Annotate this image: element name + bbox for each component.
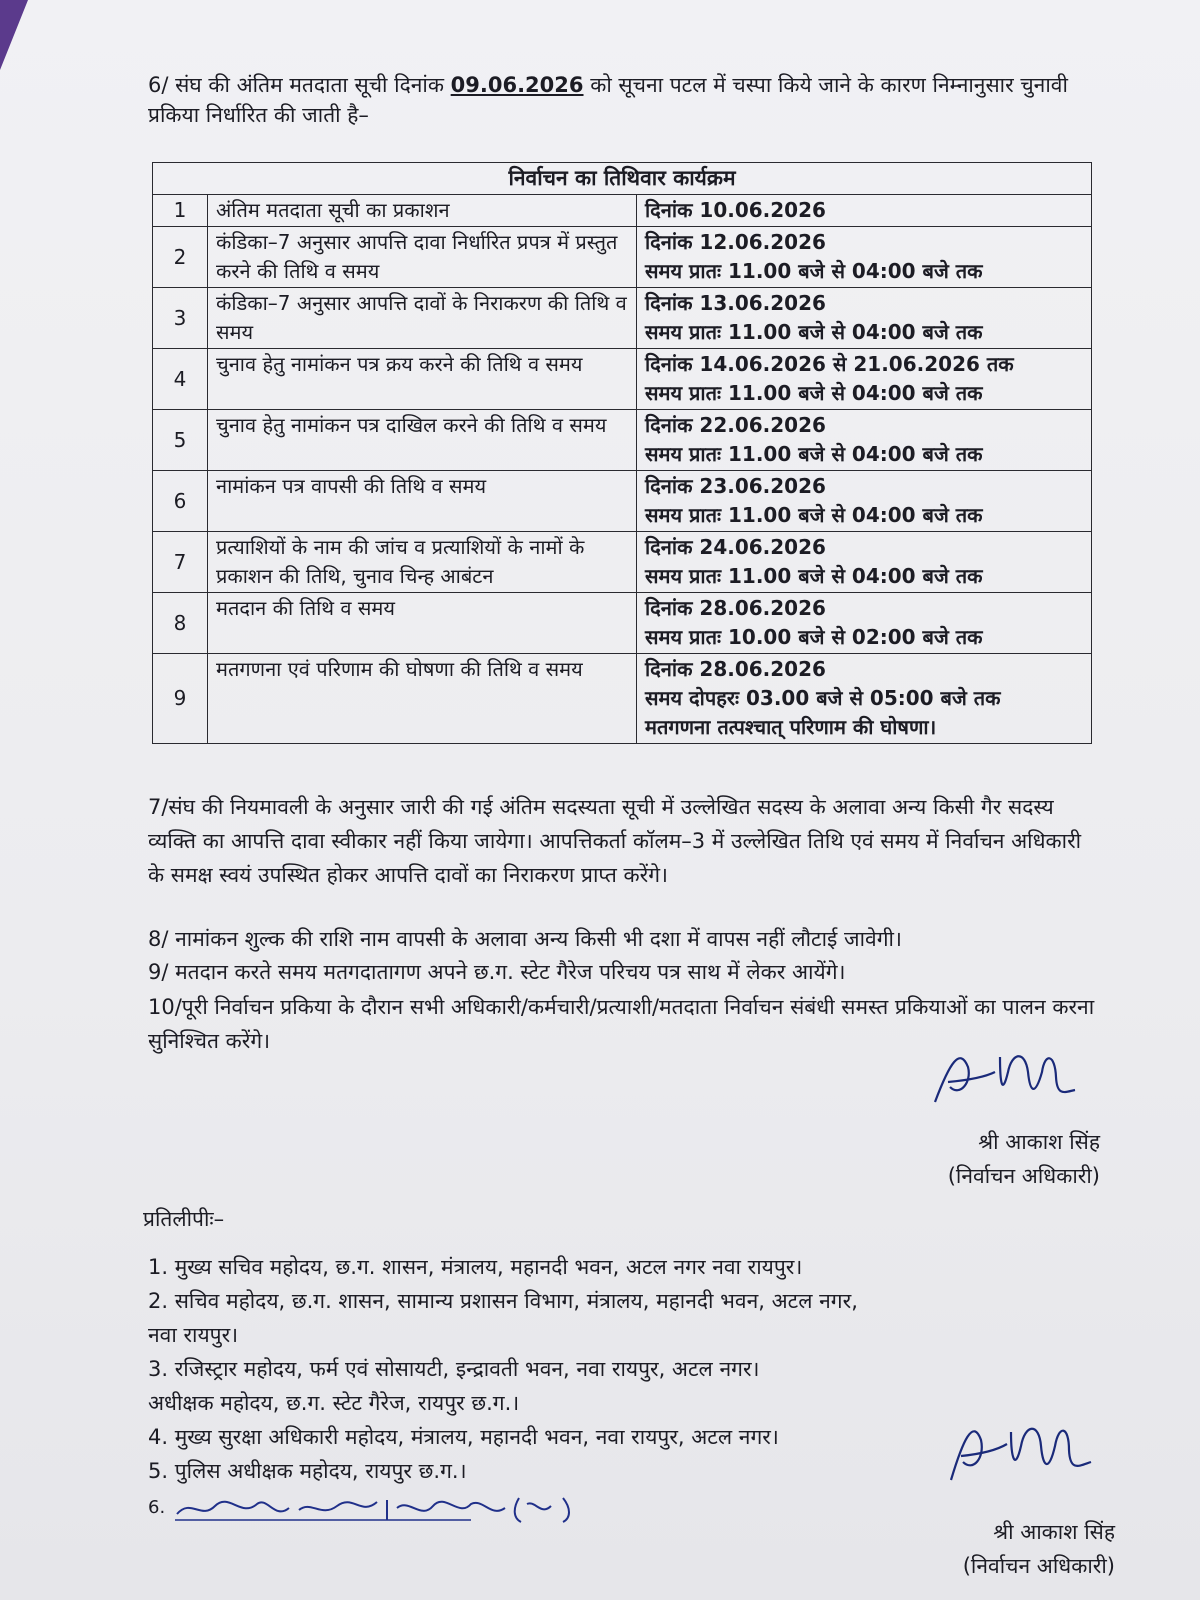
schedule-row-description: मतगणना एवं परिणाम की घोषणा की तिथि व समय [208, 654, 637, 744]
copy-list-item: 1. मुख्य सचिव महोदय, छ.ग. शासन, मंत्रालय, महानदी भवन, अटल नगर नवा रायपुर। [148, 1255, 803, 1279]
copy-heading: प्रतिलीपीः– [143, 1207, 225, 1231]
signatory-designation: (निर्वाचन अधिकारी) [947, 1164, 1100, 1188]
copy6-number: 6. [148, 1497, 166, 1518]
schedule-row [153, 471, 1092, 532]
schedule-row [153, 349, 1092, 410]
schedule-datetime-line: समय प्रातः 11.00 बजे से 04:00 बजे तक [645, 381, 983, 405]
schedule-row-datetime [637, 227, 1092, 288]
schedule-datetime-line: मतगणना तत्पश्चात् परिणाम की घोषणा। [645, 715, 937, 739]
schedule-row-datetime [637, 532, 1092, 593]
schedule-row-number: 4 [153, 349, 208, 410]
copy-list-item: 3. रजिस्ट्रार महोदय, फर्म एवं सोसायटी, इन्द्रावती भवन, नवा रायपुर, अटल नगर। [148, 1357, 760, 1381]
schedule-datetime-line: दिनांक 10.06.2026 [645, 198, 826, 222]
schedule-row-number: 8 [153, 593, 208, 654]
paragraph-10: 10/पूरी निर्वाचन प्रकिया के दौरान सभी अधिकारी/कर्मचारी/प्रत्याशी/मतदाता निर्वाचन संबंधी समस्त प्रकियाओं का पालन करना सुनिश्चित करेंगे। [148, 995, 1095, 1053]
schedule-datetime-line: समय प्रातः 11.00 बजे से 04:00 बजे तक [645, 442, 983, 466]
schedule-row-description: चुनाव हेतु नामांकन पत्र क्रय करने की तिथि व समय [208, 349, 637, 410]
handwritten-signature-2 [945, 1410, 1095, 1490]
copy-list-item: अधीक्षक महोदय, छ.ग. स्टेट गैरेज, रायपुर छ.ग.। [148, 1391, 520, 1415]
schedule-row-number: 6 [153, 471, 208, 532]
signatory-block-1 [860, 1125, 1100, 1193]
schedule-row-datetime [637, 195, 1092, 227]
copy-item-6 [148, 1490, 611, 1526]
paragraph-7: 7/संघ की नियमावली के अनुसार जारी की गई अंतिम सदस्यता सूची में उल्लेखित सदस्य के अलावा अन्य किसी गैर सदस्य व्यक्ति का आपत्ति दावा स्वीकार नहीं किया जायेगा। आपत्तिकर्ता कॉलम–3 में उल्लेखित तिथि एवं समय में निर्वाचन अधिकारी के समक्ष स्वयं उपस्थित होकर आपत्ति दावों का निराकरण प्राप्त करेंगे। [148, 795, 1082, 887]
schedule-datetime-line: दिनांक 24.06.2026 [645, 535, 826, 559]
copy-list-item: 5. पुलिस अधीक्षक महोदय, रायपुर छ.ग.। [148, 1459, 467, 1483]
signatory-name-2: श्री आकाश सिंह [993, 1520, 1115, 1544]
schedule-row [153, 227, 1092, 288]
page-corner-shadow [0, 0, 28, 70]
schedule-row-description: कंडिका–7 अनुसार आपत्ति दावा निर्धारित प्रपत्र में प्रस्तुत करने की तिथि व समय [208, 227, 637, 288]
schedule-title: निर्वाचन का तिथिवार कार्यक्रम [153, 163, 1092, 195]
schedule-datetime-line: दिनांक 23.06.2026 [645, 474, 826, 498]
paragraph-8: 8/ नामांकन शुल्क की राशि नाम वापसी के अलावा अन्य किसी भी दशा में वापस नहीं लौटाई जावेगी। [148, 927, 902, 951]
schedule-row-description: अंतिम मतदाता सूची का प्रकाशन [208, 195, 637, 227]
schedule-row-datetime [637, 410, 1092, 471]
signatory-block-2 [880, 1515, 1115, 1583]
schedule-datetime-line: समय प्रातः 10.00 बजे से 02:00 बजे तक [645, 625, 983, 649]
schedule-row-datetime [637, 471, 1092, 532]
schedule-row-description: कंडिका–7 अनुसार आपत्ति दावों के निराकरण की तिथि व समय [208, 288, 637, 349]
para6-text-end: को सूचना पटल में चस्पा किये जाने के कारण निम्नानुसार चुनावी प्रकिया निर्धारित की जाती है– [148, 73, 1068, 127]
schedule-datetime-line: समय दोपहरः 03.00 बजे से 05:00 बजे तक [645, 686, 1001, 710]
election-schedule-table [152, 162, 1092, 744]
handwritten-signature-1 [930, 1042, 1080, 1112]
schedule-datetime-line: दिनांक 14.06.2026 से 21.06.2026 तक [645, 352, 1014, 376]
schedule-row-number: 5 [153, 410, 208, 471]
schedule-datetime-line: समय प्रातः 11.00 बजे से 04:00 बजे तक [645, 503, 983, 527]
schedule-row [153, 410, 1092, 471]
schedule-row-description: नामांकन पत्र वापसी की तिथि व समय [208, 471, 637, 532]
schedule-datetime-line: दिनांक 22.06.2026 [645, 413, 826, 437]
schedule-row [153, 195, 1092, 227]
copy-list-item: 2. सचिव महोदय, छ.ग. शासन, सामान्य प्रशासन विभाग, मंत्रालय, महानदी भवन, अटल नगर, [148, 1289, 858, 1313]
handwritten-copy-6-text [171, 1490, 611, 1526]
schedule-row [153, 532, 1092, 593]
para6-text-start: 6/ संघ की अंतिम मतदाता सूची दिनांक [148, 73, 451, 97]
schedule-row-description: चुनाव हेतु नामांकन पत्र दाखिल करने की तिथि व समय [208, 410, 637, 471]
schedule-row-number: 2 [153, 227, 208, 288]
paragraph-9: 9/ मतदान करते समय मतगदातागण अपने छ.ग. स्टेट गैरेज परिचय पत्र साथ में लेकर आयेंगे। [148, 960, 846, 984]
schedule-body [153, 195, 1092, 744]
signatory-name: श्री आकाश सिंह [978, 1130, 1100, 1154]
schedule-row-number: 9 [153, 654, 208, 744]
schedule-row-number: 7 [153, 532, 208, 593]
schedule-row-datetime [637, 349, 1092, 410]
schedule-datetime-line: दिनांक 13.06.2026 [645, 291, 826, 315]
schedule-row-description: प्रत्याशियों के नाम की जांच व प्रत्याशियों के नामों के प्रकाशन की तिथि, चुनाव चिन्ह आबंटन [208, 532, 637, 593]
schedule-row [153, 593, 1092, 654]
schedule-row-datetime [637, 288, 1092, 349]
paragraph-6 [148, 70, 1098, 130]
schedule-datetime-line: दिनांक 12.06.2026 [645, 230, 826, 254]
para6-date: 09.06.2026 [450, 73, 584, 97]
schedule-row [153, 654, 1092, 744]
schedule-row [153, 288, 1092, 349]
schedule-datetime-line: दिनांक 28.06.2026 [645, 596, 826, 620]
schedule-datetime-line: समय प्रातः 11.00 बजे से 04:00 बजे तक [645, 259, 983, 283]
schedule-row-description: मतदान की तिथि व समय [208, 593, 637, 654]
schedule-row-datetime [637, 654, 1092, 744]
signatory-designation-2: (निर्वाचन अधिकारी) [962, 1554, 1115, 1578]
schedule-datetime-line: दिनांक 28.06.2026 [645, 657, 826, 681]
schedule-datetime-line: समय प्रातः 11.00 बजे से 04:00 बजे तक [645, 320, 983, 344]
schedule-row-number: 3 [153, 288, 208, 349]
copy-list-item: 4. मुख्य सुरक्षा अधिकारी महोदय, मंत्रालय, महानदी भवन, नवा रायपुर, अटल नगर। [148, 1425, 779, 1449]
schedule-row-number: 1 [153, 195, 208, 227]
copy-list-item: नवा रायपुर। [148, 1323, 239, 1347]
schedule-datetime-line: समय प्रातः 11.00 बजे से 04:00 बजे तक [645, 564, 983, 588]
schedule-row-datetime [637, 593, 1092, 654]
